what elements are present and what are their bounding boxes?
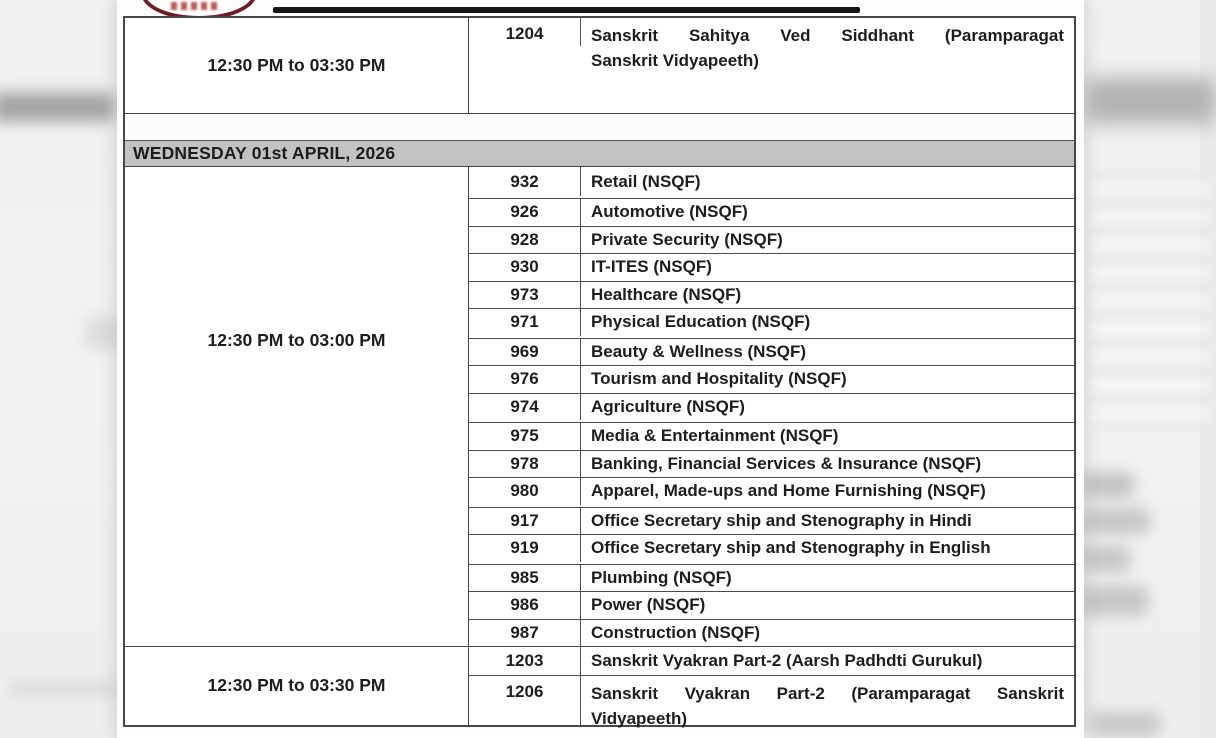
- subject-code-cell: 986: [469, 592, 581, 619]
- timetable-section-a: [125, 16, 1074, 114]
- exam-timetable: [123, 16, 1076, 727]
- subject-code-cell: 985: [469, 565, 581, 592]
- timetable-row: [469, 450, 1074, 478]
- bg-blur-blob-left-2: [8, 680, 118, 698]
- subject-name-cell: Automotive (NSQF): [591, 202, 748, 222]
- timetable-row: [469, 18, 1074, 70]
- subject-name-cell: Sanskrit Vyakran Part-2 (Aarsh Padhdti Gurukul): [591, 650, 983, 670]
- timetable-row: [469, 477, 1074, 505]
- exam-date-label: WEDNESDAY 01st APRIL, 2026: [133, 143, 396, 163]
- timetable-section-c: [125, 646, 1074, 727]
- subject-name-cell: Plumbing (NSQF): [591, 567, 732, 587]
- timetable-row: [469, 647, 1074, 675]
- subject-code-cell: 987: [469, 620, 581, 647]
- subject-code-cell: 917: [469, 508, 581, 535]
- subject-name-cell: Agriculture (NSQF): [591, 396, 745, 416]
- time-slot-cell: 12:30 PM to 03:30 PM: [125, 18, 469, 113]
- subject-name-cell: Beauty & Wellness (NSQF): [591, 341, 807, 361]
- subject-name-cell: Power (NSQF): [591, 595, 706, 615]
- subject-name-cell: IT-ITES (NSQF): [591, 257, 712, 277]
- timetable-row: [469, 281, 1074, 309]
- timetable-row: [469, 591, 1074, 619]
- subject-code-cell: 932: [469, 167, 581, 196]
- time-slot-cell: 12:30 PM to 03:30 PM: [125, 647, 469, 725]
- timetable-row: [469, 167, 1074, 196]
- subject-name-cell: Healthcare (NSQF): [591, 284, 742, 304]
- subject-name-cell: Office Secretary ship and Stenography in English: [591, 538, 991, 558]
- subject-code-cell: 1204: [469, 18, 581, 46]
- subject-name-cell: Retail (NSQF): [591, 171, 701, 191]
- subject-name-cell: Office Secretary ship and Stenography in Hindi: [591, 510, 972, 530]
- timetable-row: [469, 675, 1074, 728]
- timetable-row: [469, 564, 1074, 592]
- subject-code-cell: 928: [469, 227, 581, 254]
- timetable-row: [469, 422, 1074, 450]
- bg-blur-blob-right-2: [1082, 508, 1150, 534]
- timetable-rows: [469, 18, 1074, 113]
- bg-blur-blob-right-1: [1082, 472, 1134, 498]
- bg-blur-blob-right-3: [1082, 546, 1130, 572]
- subject-code-cell: 971: [469, 309, 581, 336]
- bg-blur-stripe-right-1: [1090, 170, 1210, 430]
- subject-code-cell: 926: [469, 199, 581, 226]
- subject-code-cell: 1206: [469, 676, 581, 725]
- timetable-row: [469, 253, 1074, 281]
- header-rule: [273, 7, 860, 13]
- subject-name-cell: Physical Education (NSQF): [591, 312, 811, 332]
- subject-code-cell: 974: [469, 394, 581, 421]
- logo-inner-text-marks: [171, 2, 221, 10]
- subject-code-cell: 975: [469, 423, 581, 450]
- bg-blur-blob-left-1: [86, 316, 120, 350]
- bg-blur-bar-left: [0, 92, 114, 122]
- subject-code-cell: 973: [469, 282, 581, 309]
- timetable-rows: [469, 647, 1074, 728]
- subject-name-line: Sanskrit Vyakran Part-2 (Paramparagat Sanskrit: [591, 683, 1064, 703]
- subject-name-cell: [581, 676, 1074, 728]
- bg-blur-bar-right: [1086, 78, 1216, 124]
- timetable-row: [469, 338, 1074, 366]
- subject-name-cell: Apparel, Made-ups and Home Furnishing (NSQF): [591, 481, 986, 501]
- timetable-row: [469, 226, 1074, 254]
- timetable-row: [469, 393, 1074, 421]
- subject-code-cell: 980: [469, 478, 581, 505]
- timetable-row: [469, 198, 1074, 226]
- subject-code-cell: 976: [469, 366, 581, 393]
- subject-code-cell: 919: [469, 535, 581, 562]
- subject-name-line: Sanskrit Sahitya Ved Siddhant (Paramparagat: [591, 26, 1064, 45]
- subject-name-cell: Banking, Financial Services & Insurance (NSQF): [591, 453, 982, 473]
- timetable-row: [469, 507, 1074, 535]
- subject-name-cell: Private Security (NSQF): [591, 229, 783, 249]
- timetable-rows: [469, 167, 1074, 646]
- timetable-row: [469, 365, 1074, 393]
- timetable-row: [469, 619, 1074, 647]
- subject-name-line: Sanskrit Vidyapeeth): [591, 51, 759, 70]
- subject-name-cell: Construction (NSQF): [591, 622, 761, 642]
- bg-blur-blob-right-4: [1082, 586, 1148, 616]
- timetable-row: [469, 308, 1074, 336]
- subject-name-line: Vidyapeeth): [591, 708, 688, 728]
- document-page: [117, 0, 1084, 738]
- subject-code-cell: 1203: [469, 647, 581, 675]
- table-gap: [125, 114, 1074, 140]
- time-slot-cell: 12:30 PM to 03:00 PM: [125, 167, 469, 646]
- subject-code-cell: 978: [469, 451, 581, 478]
- timetable-section-b: [125, 167, 1074, 646]
- subject-name-cell: [581, 18, 1074, 70]
- subject-name-cell: Media & Entertainment (NSQF): [591, 426, 839, 446]
- exam-date-header: [125, 140, 1074, 167]
- subject-code-cell: 930: [469, 254, 581, 281]
- subject-name-cell: Tourism and Hospitality (NSQF): [591, 369, 847, 389]
- subject-code-cell: 969: [469, 339, 581, 366]
- cbse-logo-arc-icon: [141, 0, 261, 16]
- timetable-row: [469, 534, 1074, 562]
- bg-blur-blob-right-5: [1090, 712, 1160, 736]
